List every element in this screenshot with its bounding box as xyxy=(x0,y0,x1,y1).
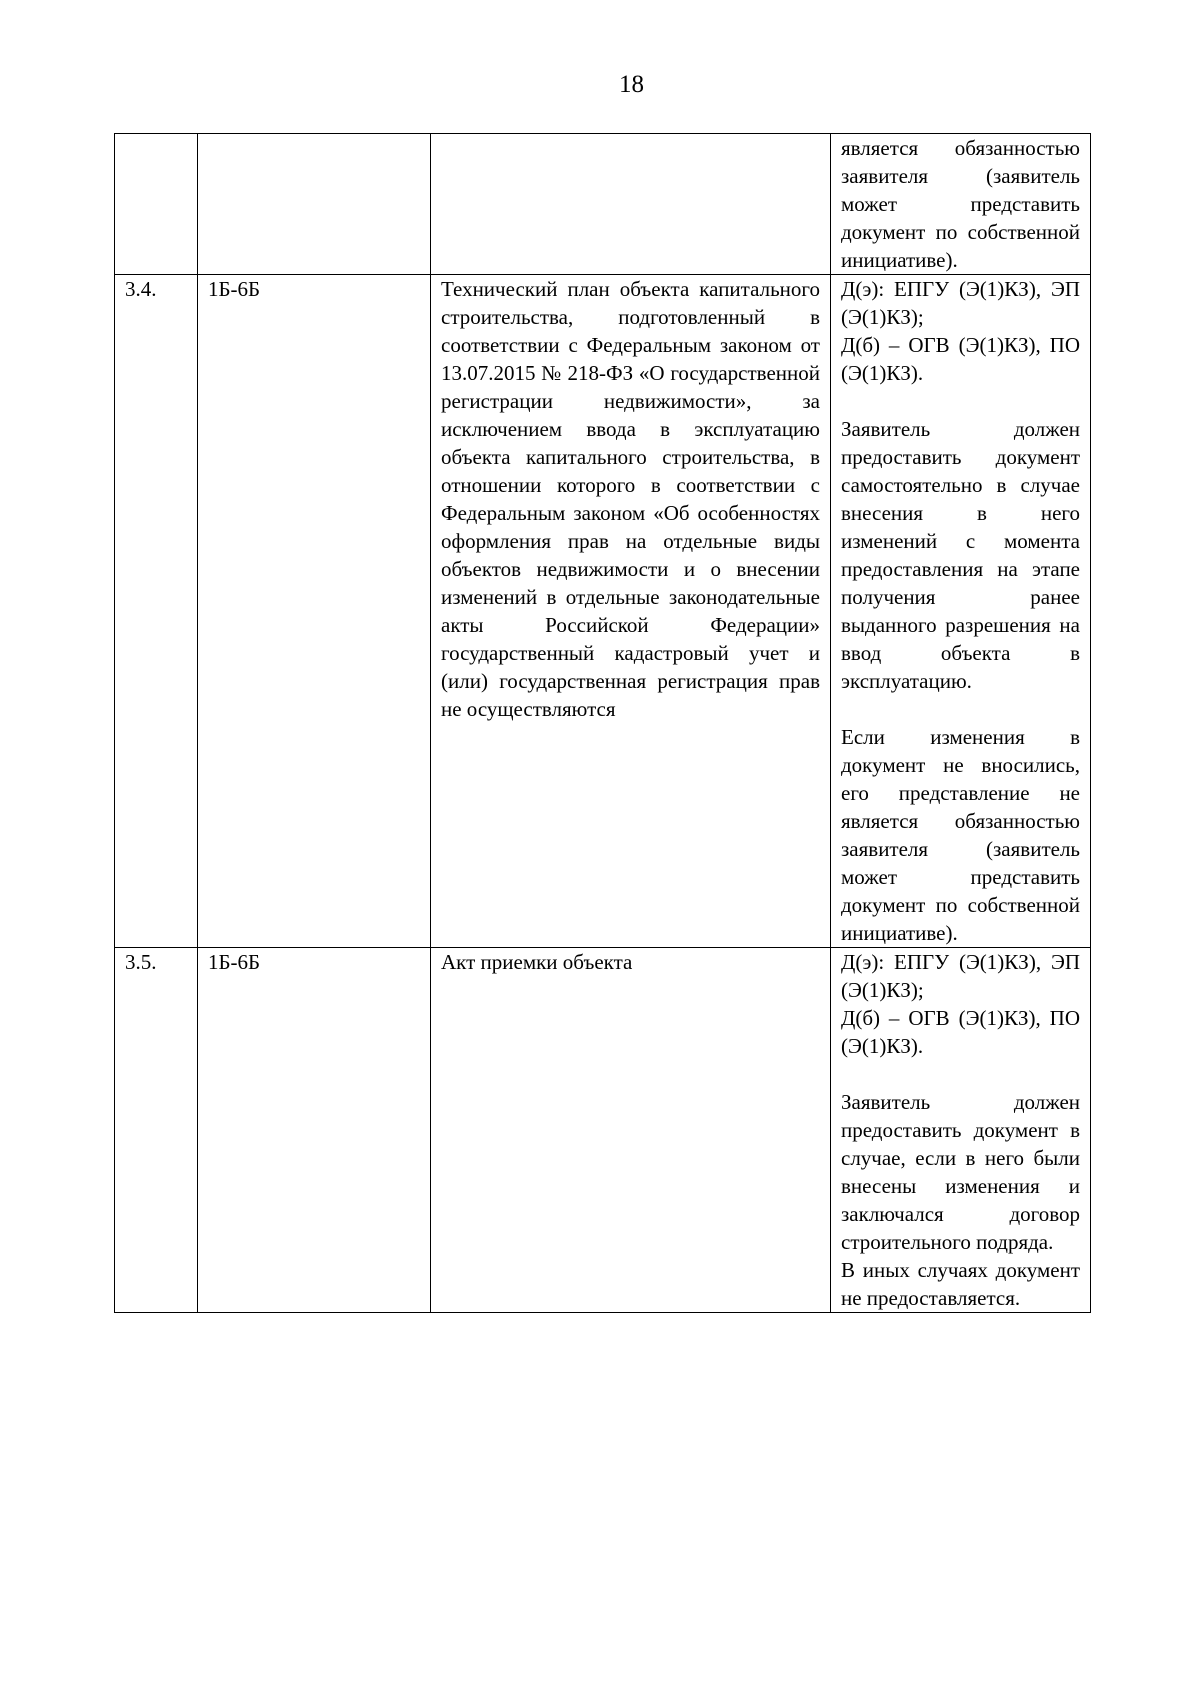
row-number-cell xyxy=(115,134,198,275)
row-description-cell xyxy=(431,134,831,275)
note-paragraph: Д(б) – ОГВ (Э(1)КЗ), ПО (Э(1)КЗ). xyxy=(841,1006,1080,1058)
document-table xyxy=(114,133,1091,1313)
row-description-cell: Акт приемки объекта xyxy=(431,948,831,1313)
row-code-cell: 1Б-6Б xyxy=(198,275,431,948)
row-description-cell: Технический план объекта капитального строительства, подготовленный в соответствии с Федеральным законом от 13.07.2015 № 218-ФЗ «О государственной регистрации недвижимости», за исключением ввода в эксплуатацию объекта капитального строительства, в отношении которого в соответствии с Федеральным законом «Об особенностях оформления прав на отдельные виды объектов недвижимости и о внесении изменений в отдельные законодательные акты Российской Федерации» государственный кадастровый учет и (или) государственная регистрация прав не осуществляются xyxy=(431,275,831,948)
row-code-cell: 1Б-6Б xyxy=(198,948,431,1313)
table-row xyxy=(115,275,1091,948)
note-paragraph: Заявитель должен предоставить документ самостоятельно в случае внесения в него изменений с момента предоставления на этапе получения ранее выданного разрешения на ввод объекта в эксплуатацию. xyxy=(841,417,1080,693)
note-paragraph: В иных случаях документ не предоставляется. xyxy=(841,1258,1080,1310)
page-number: 18 xyxy=(619,71,644,98)
note-paragraph: является обязанностью заявителя (заявитель может представить документ по собственной инициативе). xyxy=(841,136,1080,272)
note-paragraph: Заявитель должен предоставить документ в случае, если в него были внесены изменения и заключался договор строительного подряда. xyxy=(841,1090,1080,1254)
row-notes-cell xyxy=(831,275,1091,948)
table-row xyxy=(115,948,1091,1313)
row-notes-cell xyxy=(831,134,1091,275)
note-paragraph: Если изменения в документ не вносились, его представление не является обязанностью заявителя (заявитель может представить документ по собственной инициативе). xyxy=(841,725,1080,945)
note-paragraph: Д(э): ЕПГУ (Э(1)КЗ), ЭП (Э(1)КЗ); xyxy=(841,950,1080,1002)
row-notes-cell xyxy=(831,948,1091,1313)
note-paragraph: Д(э): ЕПГУ (Э(1)КЗ), ЭП (Э(1)КЗ); xyxy=(841,277,1080,329)
note-paragraph: Д(б) – ОГВ (Э(1)КЗ), ПО (Э(1)КЗ). xyxy=(841,333,1080,385)
row-code-cell xyxy=(198,134,431,275)
row-number-cell: 3.5. xyxy=(115,948,198,1313)
row-number-cell: 3.4. xyxy=(115,275,198,948)
table-row xyxy=(115,134,1091,275)
